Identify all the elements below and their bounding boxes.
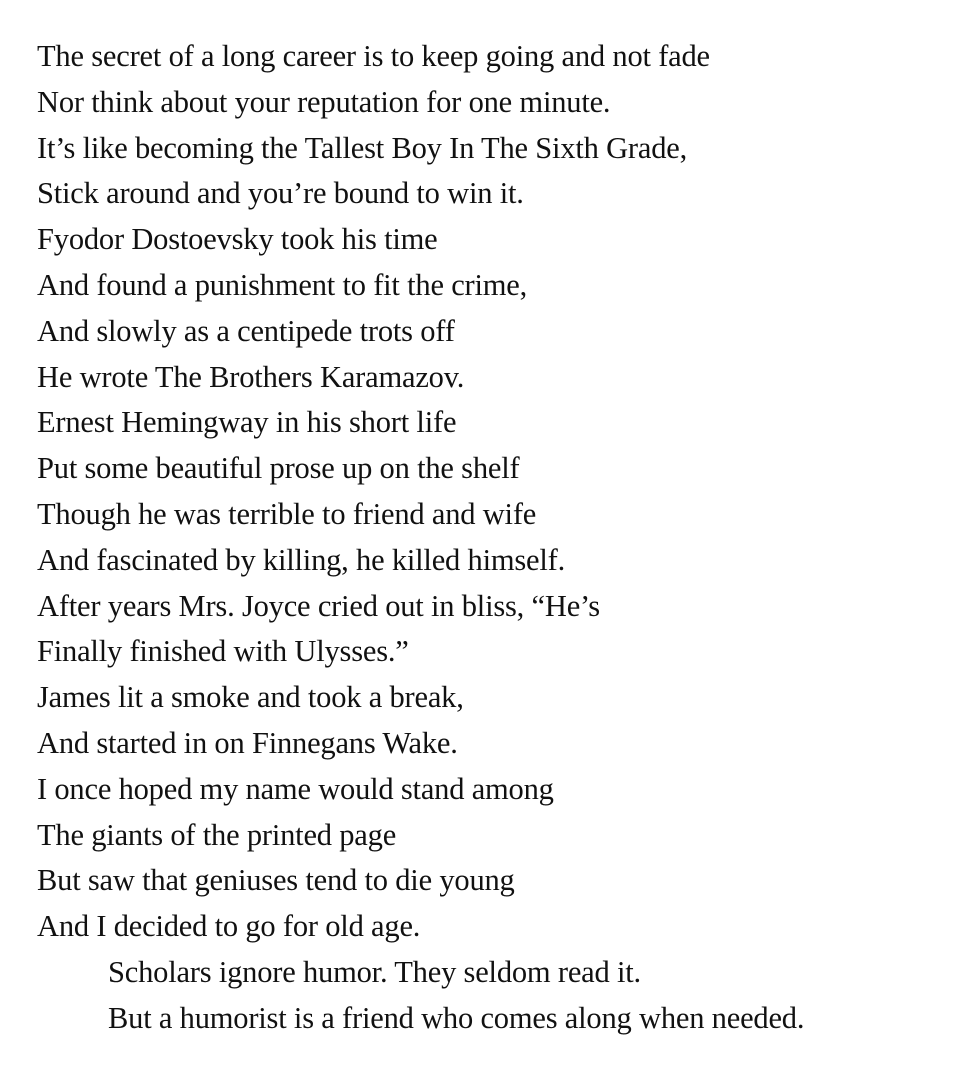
- poem-line: But saw that geniuses tend to die young: [37, 863, 515, 898]
- poem-line: Fyodor Dostoevsky took his time: [37, 222, 438, 257]
- poem-line: I once hoped my name would stand among: [37, 771, 554, 806]
- poem-line: Finally finished with Ulysses.”: [37, 634, 409, 669]
- poem-line: And fascinated by killing, he killed himself.: [37, 542, 566, 577]
- poem-line: And started in on Finnegans Wake.: [37, 725, 458, 760]
- poem-line: Stick around and you’re bound to win it.: [37, 176, 524, 211]
- poem-line: The secret of a long career is to keep going and not fade: [37, 39, 710, 73]
- poem-line-indented: But a humorist is a friend who comes along when needed.: [108, 1000, 805, 1035]
- poem-line: Nor think about your reputation for one minute.: [37, 84, 611, 119]
- poem-line: It’s like becoming the Tallest Boy In The Sixth Grade,: [37, 130, 688, 165]
- poem-line: The giants of the printed page: [37, 817, 397, 852]
- poem-line: James lit a smoke and took a break,: [37, 680, 464, 715]
- poem-line: And found a punishment to fit the crime,: [37, 267, 528, 302]
- poem-line: Though he was terrible to friend and wife: [37, 496, 537, 531]
- poem-line: And I decided to go for old age.: [37, 909, 421, 944]
- poem-line: After years Mrs. Joyce cried out in bliss, “He’s: [37, 588, 600, 623]
- poem-line-indented: Scholars ignore humor. They seldom read it.: [108, 954, 641, 989]
- poem-text: [37, 34, 967, 1042]
- poem-line: Put some beautiful prose up on the shelf: [37, 451, 520, 486]
- poem-line: And slowly as a centipede trots off: [37, 313, 455, 348]
- poem-line: Ernest Hemingway in his short life: [37, 405, 457, 440]
- poem-line: He wrote The Brothers Karamazov.: [37, 359, 465, 394]
